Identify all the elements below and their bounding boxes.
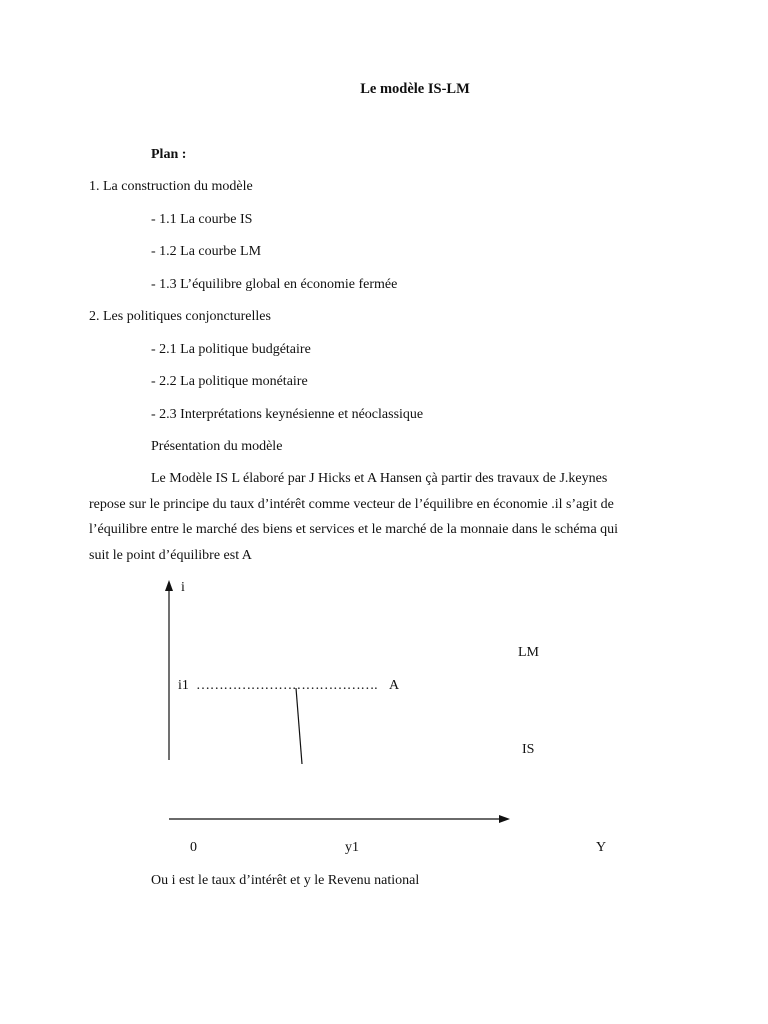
- presentation-heading: Présentation du modèle: [151, 439, 283, 454]
- plan-item-1-1: - 1.1 La courbe IS: [151, 212, 253, 227]
- plan-item-2: 2. Les politiques conjoncturelles: [89, 309, 271, 324]
- paragraph-line-4: suit le point d’équilibre est A: [89, 547, 252, 563]
- plan-item-1-2: - 1.2 La courbe LM: [151, 244, 262, 259]
- y1-label: y1: [345, 840, 359, 855]
- paragraph-line-2: repose sur le principe du taux d’intérêt comme vecteur de l’équilibre en économie .il s’agit de: [89, 496, 614, 512]
- dotted-leader: ………………………………….: [196, 678, 378, 693]
- plan-item-2-3: - 2.3 Interprétations keynésienne et néoclassique: [151, 407, 424, 422]
- vertical-line-y1: [296, 688, 302, 764]
- footnote: Ou i est le taux d’intérêt et y le Revenu national: [151, 873, 420, 888]
- lm-label: LM: [518, 645, 539, 660]
- plan-item-2-2: - 2.2 La politique monétaire: [151, 374, 308, 389]
- page-title: Le modèle IS-LM: [360, 81, 470, 97]
- y-axis-arrowhead: [165, 580, 173, 591]
- x-axis-label: Y: [596, 840, 607, 855]
- plan-item-1-3: - 1.3 L’équilibre global en économie fermée: [151, 277, 398, 292]
- is-label: IS: [522, 742, 535, 757]
- point-a-label: A: [389, 678, 400, 693]
- paragraph-line-1: Le Modèle IS L élaboré par J Hicks et A Hansen çà partir des travaux de J.keynes: [151, 471, 608, 486]
- x-axis-arrowhead: [499, 815, 510, 823]
- origin-label: 0: [190, 840, 197, 855]
- plan-item-1: 1. La construction du modèle: [89, 179, 253, 194]
- paragraph-line-3: l’équilibre entre le marché des biens et services et le marché de la monnaie dans le schéma qui: [89, 522, 619, 537]
- plan-item-2-1: - 2.1 La politique budgétaire: [151, 342, 311, 357]
- plan-heading: Plan :: [151, 147, 187, 162]
- y-axis-label: i: [181, 580, 185, 595]
- i1-label: i1: [178, 678, 189, 693]
